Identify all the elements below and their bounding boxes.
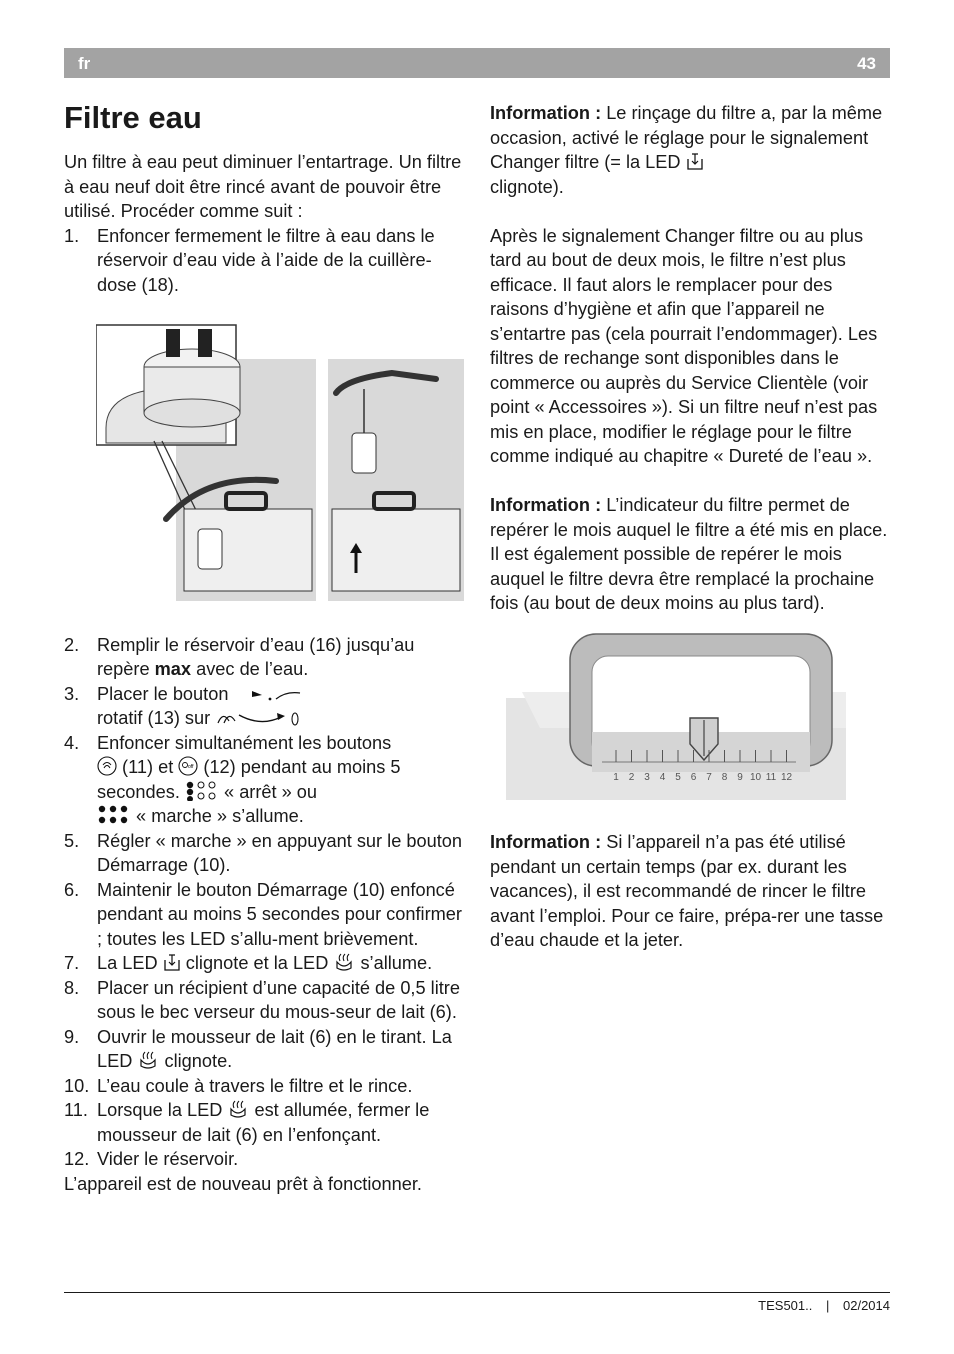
month-label: 10 (749, 771, 762, 783)
right-column (490, 101, 892, 953)
step-10 (64, 1074, 464, 1099)
left-column (64, 98, 464, 1196)
step-text: rotatif (13) sur (97, 708, 211, 728)
step-text: Lorsque la LED (97, 1100, 228, 1120)
step-text: clignote. (159, 1051, 233, 1071)
step-text: est allumée, fermer le mousseur de lait (6) en l’enfonçant. (97, 1100, 430, 1145)
intro-paragraph: Un filtre à eau peut diminuer l’entartrage. Un filtre à eau neuf doit être rincé avant de pouvoir être utilisé. Procéder comme suit : (64, 152, 462, 221)
step-6 (64, 878, 464, 952)
month-label: 3 (644, 771, 650, 783)
led-pattern-on-icon (97, 805, 131, 825)
footer-separator: | (825, 1298, 830, 1313)
step-7 (64, 951, 464, 976)
step-text: Enfoncer simultanément les boutons (97, 732, 392, 753)
step-text: La LED (97, 953, 163, 973)
month-label: 1 (613, 771, 619, 783)
step-number: 10. (64, 1075, 90, 1096)
model-number: TES501.. (758, 1298, 813, 1313)
step-number: 8. (64, 977, 80, 998)
filter-month-indicator-illustration (506, 632, 846, 800)
step-text: Maintenir le bouton Démarrage (10) enfoncé pendant au moins 5 secondes pour confirmer ; toutes les LED s’allu-ment brièvement. (97, 879, 462, 949)
off-button-icon (178, 756, 198, 776)
info-label: Information : (490, 103, 602, 123)
step-bold-text: max (154, 659, 192, 679)
step-3 (64, 682, 464, 731)
step-5 (64, 829, 464, 878)
info-label: Information : (490, 832, 602, 852)
info-text: clignote). (490, 176, 564, 197)
step-text: Remplir le réservoir d’eau (16) jusqu’au repère (97, 634, 415, 679)
led-pattern-off-icon (185, 781, 219, 801)
month-label: 4 (659, 771, 666, 783)
step-4 (64, 731, 464, 829)
month-label: 8 (721, 771, 728, 783)
footer (758, 1298, 890, 1313)
footer-rule (64, 1292, 890, 1293)
step-number: 7. (64, 953, 80, 973)
page-title: Filtre eau (64, 100, 202, 135)
step-number: 3. (64, 683, 80, 704)
info-text: Le rinçage du filtre a, par la même occasion, activé le réglage pour le signalement Changer filtre (= la LED (490, 103, 883, 172)
info-paragraph-2 (490, 493, 892, 616)
step-text: Placer un récipient d’une capacité de 0,5 litre sous le bec verseur du mous-seur de lait (6). (97, 977, 460, 1022)
month-label: 12 (780, 771, 793, 783)
step-text: L’eau coule à travers le filtre et le rince. (97, 1075, 413, 1096)
step-8 (64, 976, 464, 1025)
steam-position-symbol-icon (215, 709, 311, 727)
steam-led-icon (333, 952, 355, 972)
step-text: (11) et (117, 757, 179, 777)
step-text: (12) pendant au moins 5 secondes. (97, 757, 401, 802)
step-11 (64, 1098, 464, 1147)
step-number: 5. (64, 830, 80, 851)
step-text: Régler « marche » en appuyant sur le bouton Démarrage (10). (97, 830, 462, 875)
step-text: s’allume. (355, 953, 433, 973)
month-label: 9 (737, 771, 743, 783)
month-label: 11 (765, 771, 777, 783)
step-text: Placer le bouton (97, 683, 229, 704)
step-9 (64, 1025, 464, 1074)
info-paragraph-1 (490, 101, 892, 199)
step-text: « marche » s’allume. (131, 806, 304, 826)
step-text: Vider le réservoir. (97, 1149, 239, 1169)
step-text: avec de l’eau. (191, 659, 309, 679)
milk-button-icon (97, 756, 117, 776)
step-number: 1. (64, 225, 80, 246)
step-1 (64, 224, 464, 298)
info-text: L’indicateur du filtre permet de repérer le mois auquel le filtre a été mis en place. Il est également possible de repérer le mois auquel le filtre devra être remplacé la prochaine fois (au bout de deux moins au plus tard). (490, 495, 888, 613)
page-number: 43 (857, 54, 876, 73)
step-number: 4. (64, 732, 80, 753)
info-text: Si l’appareil n’a pas été utilisé pendant un certain temps (par ex. durant les vacances), il est recommandé de rincer le filtre avant l’emploi. Pour ce faire, prépa-rer une tasse d’eau chaude et la jeter. (490, 832, 884, 950)
filter-replacement-paragraph: Après le signalement Changer filtre ou au plus tard au bout de deux mois, le filtre n’est plus efficace. Il faut alors le remplacer pour des raisons d’hygiène et afin que l’appareil ne s’entartre pas (cela pourrait l’endommager). Les filtres de rechange sont disponibles dans le commerce ou auprès du Service Clientèle (voir point « Accessoires »). Si un filtre neuf n’est pas mis en place, modifier le réglage pour le filtre comme indiqué au chapitre « Dureté de l’eau ». (490, 225, 878, 466)
closing-paragraph: L’appareil est de nouveau prêt à fonctionner. (64, 1173, 422, 1194)
filter-led-icon (163, 952, 181, 972)
step-text: Enfoncer fermement le filtre à eau dans le réservoir d’eau vide à l’aide de la cuillère-dose (18). (97, 225, 435, 295)
step-number: 12. (64, 1149, 90, 1169)
month-label: 6 (690, 771, 697, 783)
step-text: Ouvrir le mousseur de lait (6) en le tirant. La LED (97, 1026, 452, 1071)
step-number: 6. (64, 879, 80, 900)
dial-top-symbol-icon (246, 687, 306, 703)
step-12 (64, 1147, 464, 1172)
steam-led-icon (227, 1099, 249, 1119)
language-label: fr (78, 54, 91, 73)
step-number: 2. (64, 634, 80, 655)
step-2 (64, 633, 464, 682)
info-label: Information : (490, 495, 602, 515)
step-text: « arrêt » ou (218, 781, 318, 802)
steps-list-b (64, 633, 464, 1172)
month-label: 2 (628, 771, 635, 783)
filter-insertion-illustration (96, 323, 464, 601)
month-label: 5 (675, 771, 681, 783)
step-text: clignote et la LED (180, 953, 334, 973)
steam-led-icon (137, 1050, 159, 1070)
month-label: 7 (706, 771, 712, 783)
filter-led-icon (686, 151, 704, 171)
svg-text:off: off (188, 764, 194, 770)
page-header-bar (64, 48, 890, 78)
steps-list-a (64, 224, 464, 298)
step-number: 11. (64, 1100, 88, 1120)
publication-date: 02/2014 (843, 1298, 890, 1313)
step-number: 9. (64, 1026, 80, 1047)
info-paragraph-3 (490, 830, 892, 953)
